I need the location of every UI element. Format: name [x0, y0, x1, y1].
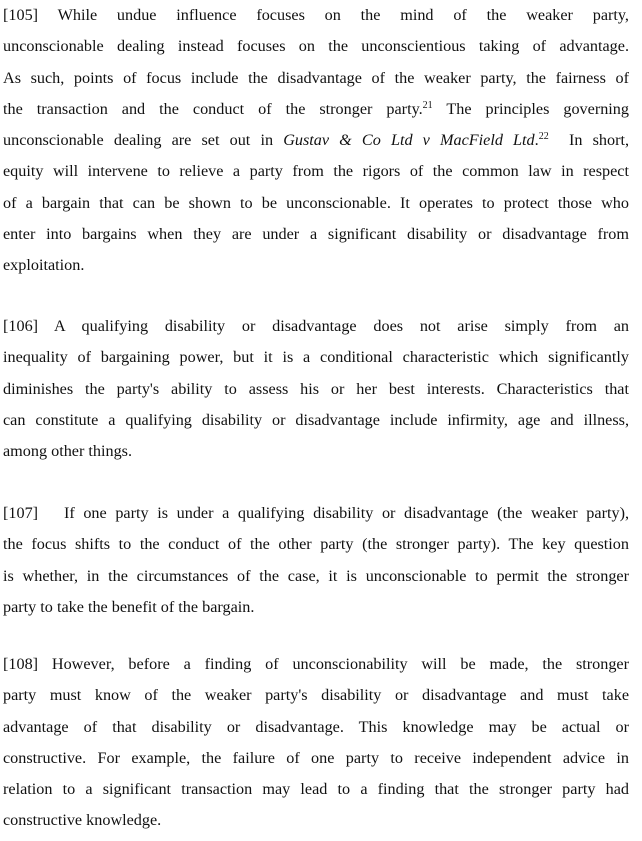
paragraph-number: [107] — [3, 504, 39, 522]
paragraph-line: [106] A qualifying disability or disadvantage does not arise simply from an — [3, 317, 629, 335]
paragraph-line: relation to a significant transaction may lead to a finding that the stronger party had — [3, 780, 629, 799]
paragraph-number: [106] — [3, 317, 39, 335]
footnote-ref-21[interactable]: 21 — [422, 99, 433, 111]
paragraph-line: [105] While undue influence focuses on the mind of the weaker party, — [3, 6, 629, 24]
paragraph-line: [107] If one party is under a qualifying disability or disadvantage (the weaker party), — [3, 504, 629, 522]
paragraph-line: among other things. — [3, 442, 133, 461]
paragraph-line: of a bargain that can be shown to be unconscionable. It operates to protect those who — [3, 193, 629, 212]
paragraph-line: [108] However, before a finding of unconscionability will be made, the stronger — [3, 655, 629, 673]
paragraph-line: exploitation. — [3, 256, 85, 275]
paragraph-line: advantage of that disability or disadvantage. This knowledge may be actual or — [3, 717, 629, 736]
paragraph-105 — [3, 0, 629, 282]
paragraph-line: is whether, in the circumstances of the case, it is unconscionable to permit the stronger — [3, 566, 629, 585]
paragraph-line: party to take the benefit of the bargain. — [3, 597, 255, 616]
paragraph-line: diminishes the party's ability to assess his or her best interests. Characteristics that — [3, 379, 629, 398]
paragraph-line: unconscionable dealing instead focuses on the unconscientious taking of advantage. — [3, 37, 629, 56]
paragraph-line: As such, points of focus include the disadvantage of the weaker party, the fairness of — [3, 68, 629, 87]
paragraph-line: the transaction and the conduct of the stronger party.$^{21}$ The principles governing — [3, 99, 629, 118]
paragraph-number: [105] — [3, 6, 39, 24]
footnote-ref-22[interactable]: 22 — [538, 131, 549, 143]
paragraph-line: constructive. For example, the failure of one party to receive independent advice in — [3, 748, 629, 767]
paragraph-line: inequality of bargaining power, but it is a conditional characteristic which significantly — [3, 348, 629, 367]
paragraph-107 — [3, 498, 629, 623]
paragraph-108 — [3, 649, 629, 837]
paragraph-line: equity will intervene to relieve a party from the rigors of the common law in respect — [3, 162, 629, 181]
case-citation: Gustav & Co Ltd v MacField Ltd — [283, 131, 535, 150]
paragraph-line: constructive knowledge. — [3, 811, 162, 830]
paragraph-number: [108] — [3, 655, 39, 673]
paragraph-line: can constitute a qualifying disability or disadvantage include infirmity, age and illness, — [3, 410, 629, 429]
paragraph-106 — [3, 311, 629, 467]
paragraph-line: enter into bargains when they are under a significant disability or disadvantage from — [3, 225, 629, 244]
paragraph-line: party must know of the weaker party's disability or disadvantage and must take — [3, 686, 629, 705]
paragraph-line: unconscionable dealing are set out in Gustav & Co Ltd v MacField Ltd.$^{22}$ In short, — [3, 131, 629, 150]
paragraph-line: the focus shifts to the conduct of the other party (the stronger party). The key question — [3, 535, 629, 554]
